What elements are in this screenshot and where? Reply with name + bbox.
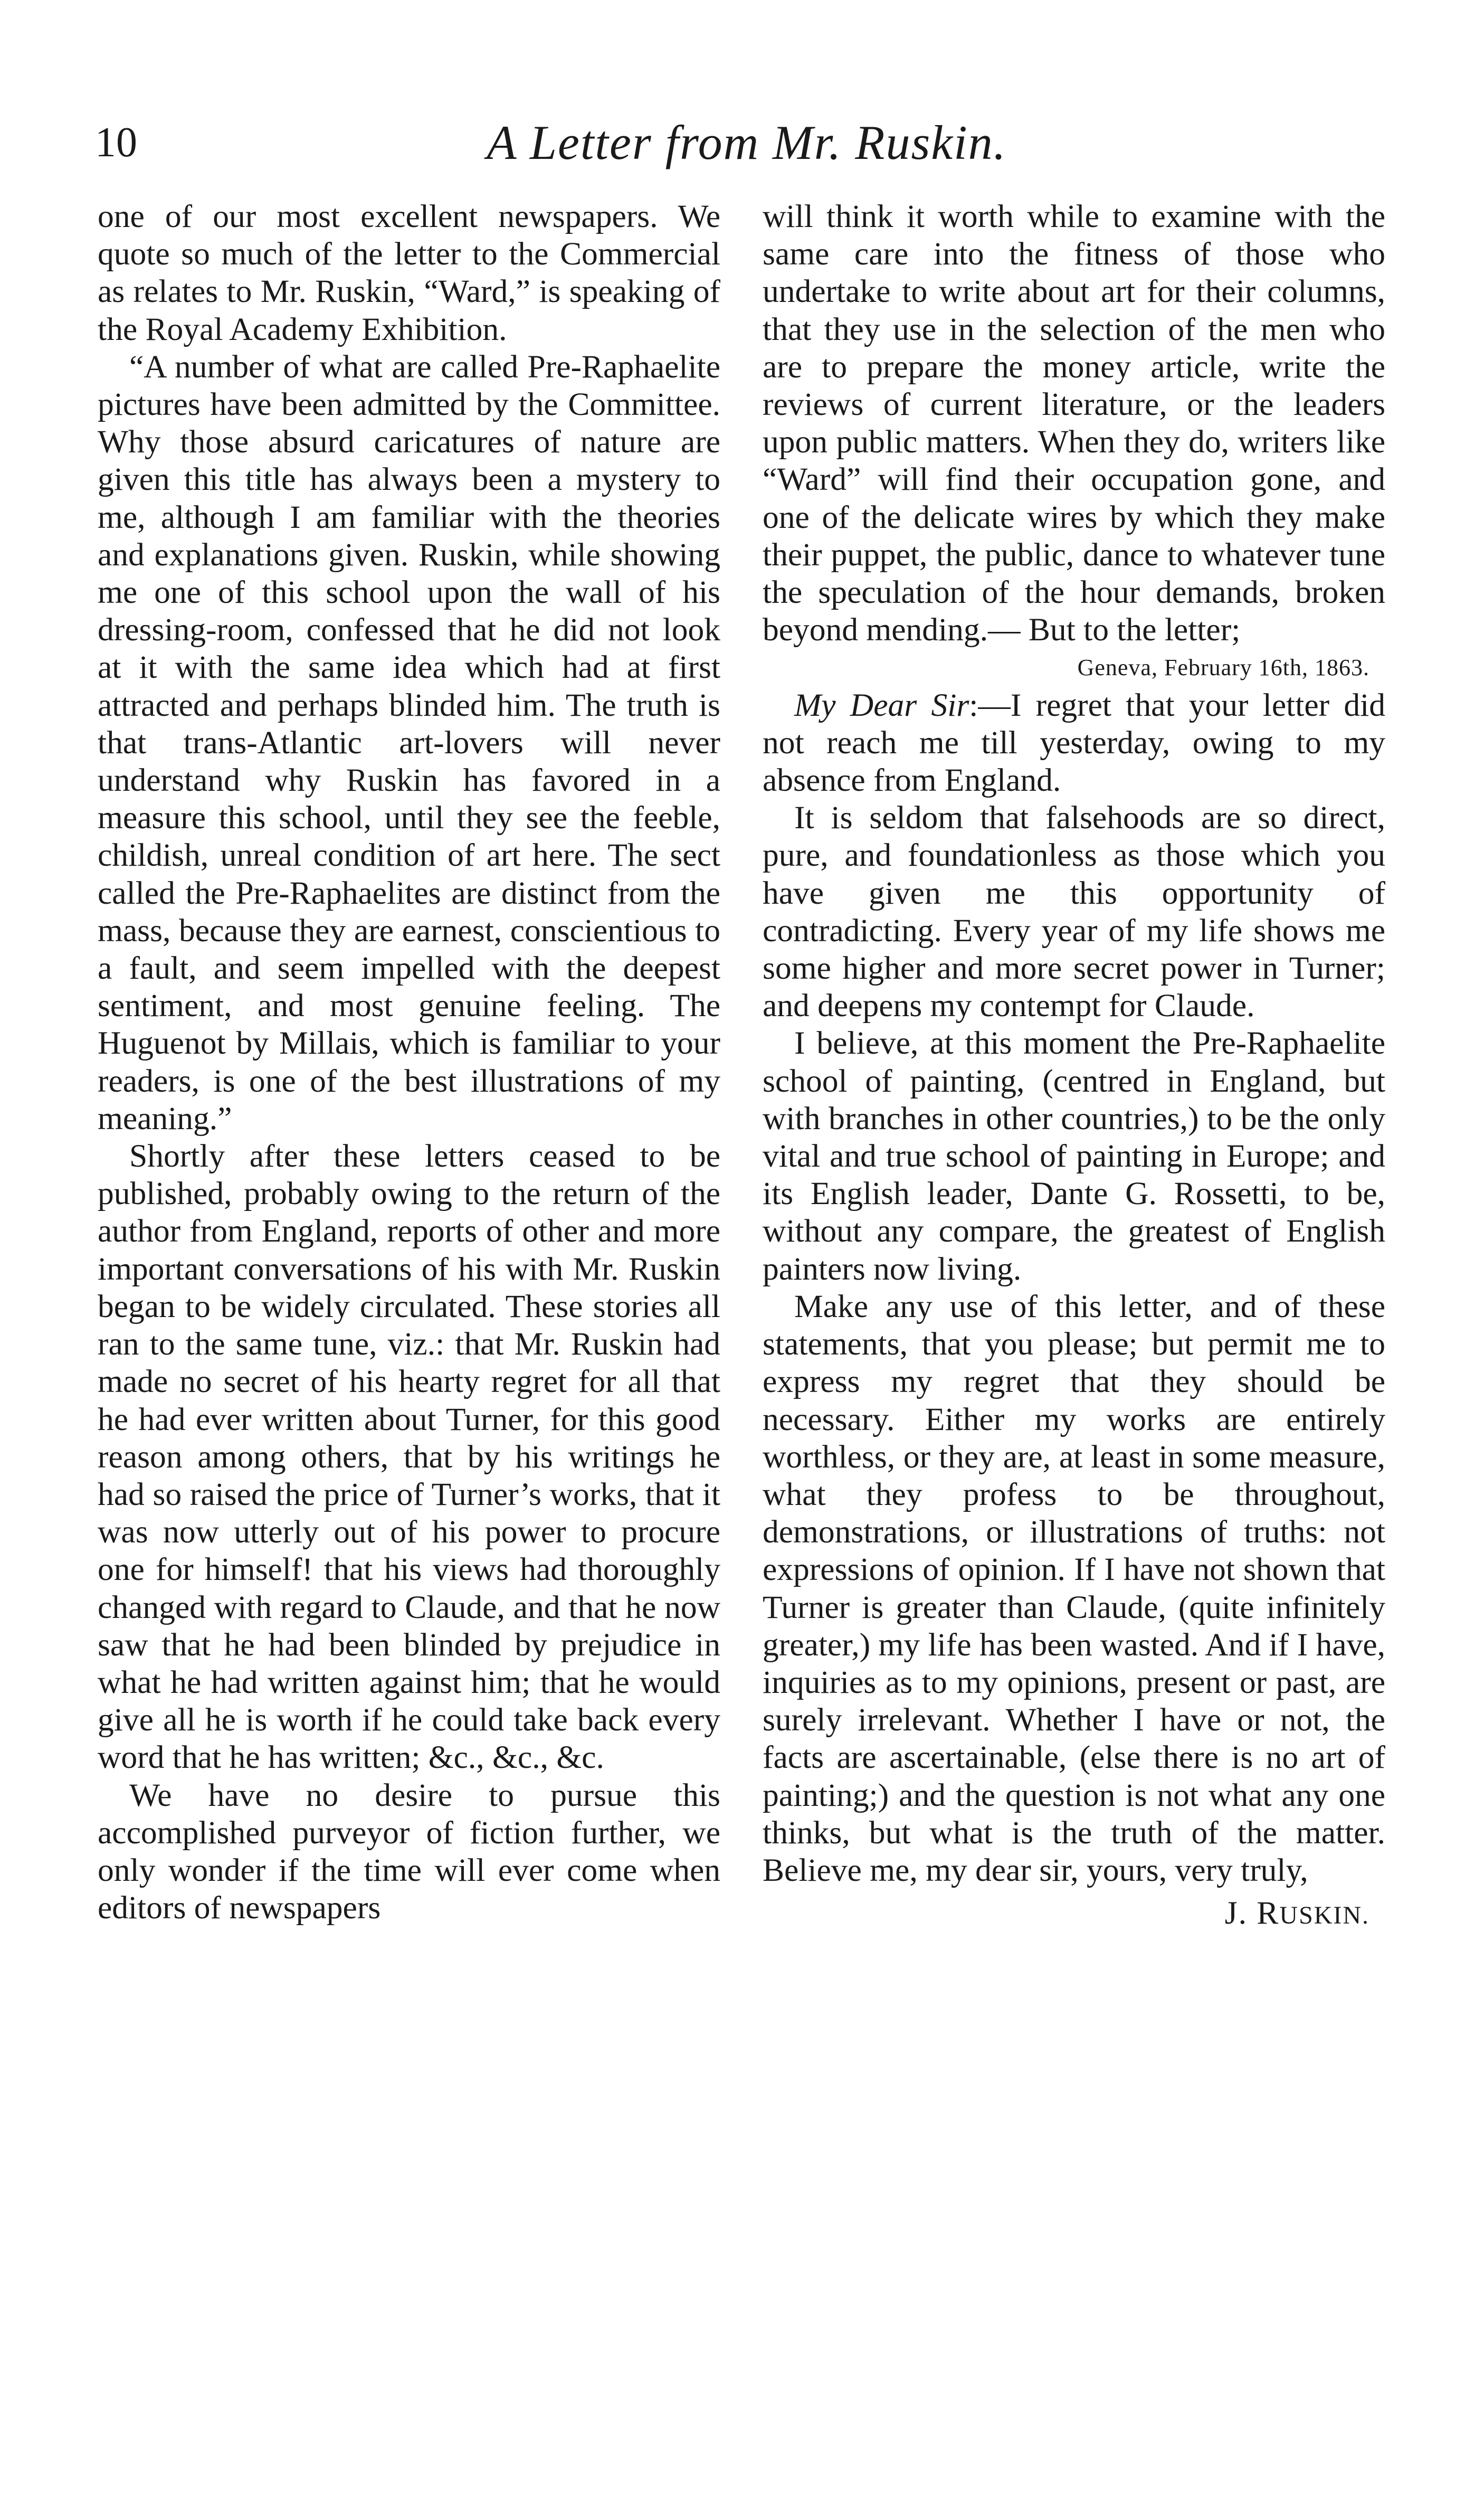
signature bbox=[763, 1895, 1385, 1934]
signature-surname: USKIN. bbox=[1279, 1901, 1369, 1930]
right-column bbox=[763, 198, 1385, 1934]
salutation: My Dear Sir bbox=[794, 687, 969, 723]
paragraph: one of our most excellent newspapers. We quote so much of the letter to the Commercial as relates to Mr. Ruskin, “Ward,” is speaking of the Royal Academy Exhibition. bbox=[98, 198, 720, 347]
quoted-paragraph: “A number of what are called Pre-Raphaelite pictures have been admitted by the Committee. Why those absurd caricatures of nature are given this title has always been a mystery to me, although I am familiar with the theories and explanations given. Ruskin, while showing me one of this school upon the wall of his dressing-room, confessed that he did not look at it with the same idea which had at first attracted and perhaps blinded him. The truth is that trans-Atlantic art-lovers will never understand why Ruskin has favored in a measure this school, until they see the feeble, childish, unreal condition of art here. The sect called the Pre-Raphaelites are distinct from the mass, because they are earnest, conscientious to a fault, and seem impelled with the deepest sentiment, and most genuine feeling. The Huguenot by Millais, which is familiar to your readers, is one of the best illustrations of my meaning.” bbox=[98, 348, 720, 1137]
paragraph: Shortly after these letters ceased to be published, probably owing to the return of the author from England, reports of other and more important conversations of his with Mr. Ruskin began to be widely circulated. These stories all ran to the same tune, viz.: that Mr. Ruskin had made no secret of his hearty regret for all that he had ever written about Turner, for this good reason among others, that by his writings he had so raised the price of Turner’s works, that it was now utterly out of his power to procure one for himself! that his views had thoroughly changed with regard to Claude, and that he now saw that he had been blinded by prejudice in what he had written against him; that he would give all he is worth if he could take back every word that he has written; &c., &c., &c. bbox=[98, 1138, 720, 1776]
letter-opening bbox=[763, 687, 1385, 800]
letter-paragraph: It is seldom that falsehoods are so direct, pure, and foundationless as those which you have given me this opportunity of contradicting. Every year of my life shows me some higher and more secret power in Turner; and deepens my contempt for Claude. bbox=[763, 800, 1385, 1024]
left-column bbox=[98, 198, 720, 1927]
letter-opening-text: :—I regret that your letter did not reach me till yesterday, owing to my absence from England. bbox=[763, 687, 1385, 799]
page-number: 10 bbox=[95, 119, 137, 166]
letter-dateline: Geneva, February 16th, 1863. bbox=[1077, 655, 1369, 681]
paragraph: will think it worth while to examine with the same care into the fitness of those who undertake to write about art for their columns, that they use in the selection of the men who are to prepare the money article, write the reviews of current literature, or the leaders upon public matters. When they do, writers like “Ward” will find their occupation gone, and one of the delicate wires by which they make their puppet, the public, dance to whatever tune the speculation of the hour demands, broken beyond mending.— But to the letter; bbox=[763, 198, 1385, 648]
letter-paragraph: Make any use of this letter, and of these statements, that you please; but permit me to express my regret that they should be necessary. Either my works are entirely worthless, or they are, at least in some measure, what they profess to be throughout, demonstrations, or illustrations of truths: not expressions of opinion. If I have not shown that Turner is greater than Claude, (quite infinitely greater,) my life has been wasted. And if I have, inquiries as to my opinions, present or past, are surely irrelevant. Whether I have or not, the facts are ascertainable, (else there is no art of painting;) and the question is not what any one thinks, but what is the truth of the matter. Believe me, my dear sir, yours, very truly, bbox=[763, 1288, 1385, 1888]
paragraph: We have no desire to pursue this accomplished purveyor of fiction further, we only wonder if the time will ever come when editors of newspapers bbox=[98, 1777, 720, 1926]
letter-paragraph: I believe, at this moment the Pre-Raphaelite school of painting, (centred in England, but with branches in other countries,) to be the only vital and true school of painting in Europe; and its English leader, Dante G. Rossetti, to be, without any compare, the greatest of English painters now living. bbox=[763, 1025, 1385, 1287]
running-head bbox=[95, 113, 1399, 172]
signature-initial: J. R bbox=[1224, 1895, 1280, 1932]
running-title: A Letter from Mr. Ruskin. bbox=[487, 116, 1007, 169]
